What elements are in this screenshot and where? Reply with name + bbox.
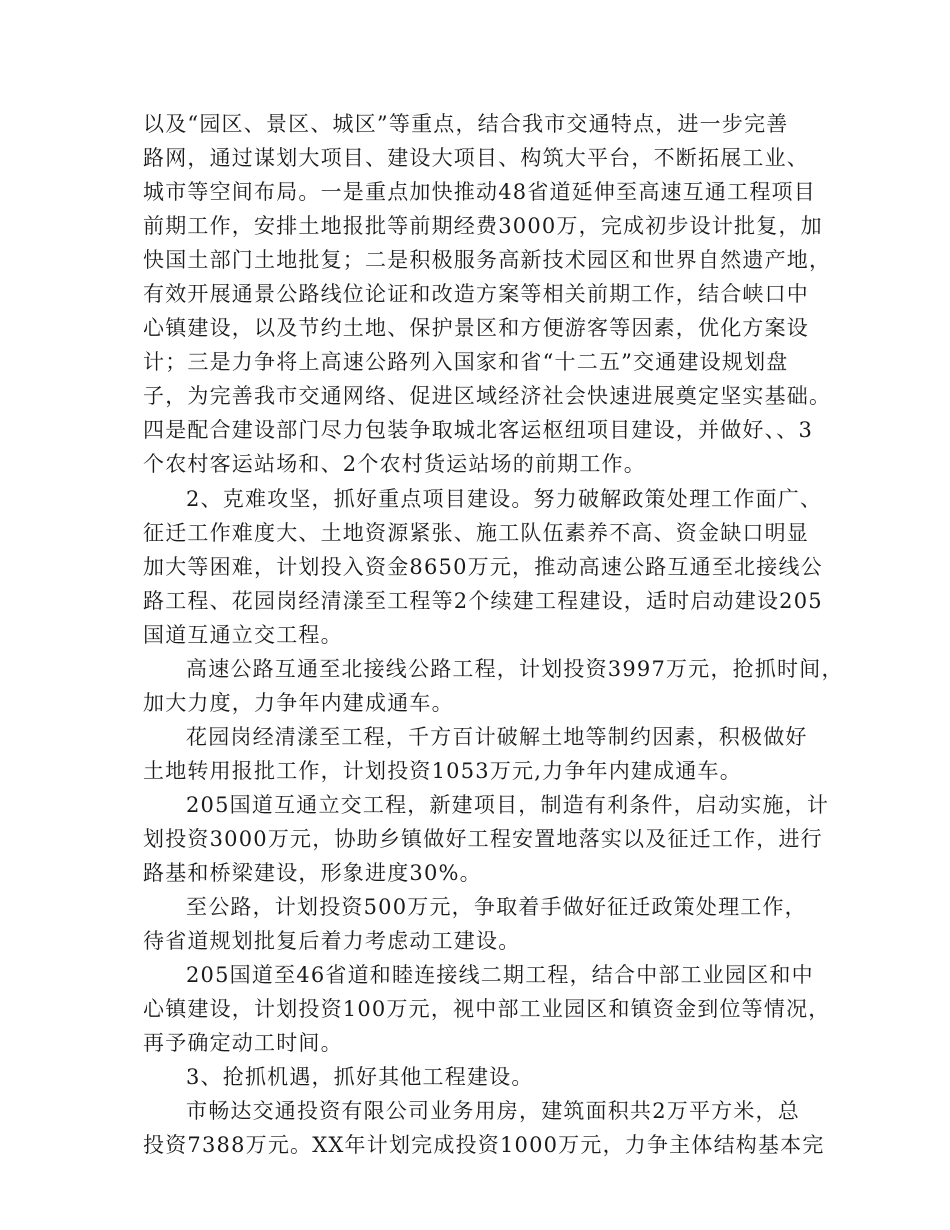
text-line: 待省道规划批复后着力考虑动工建设。 (143, 929, 521, 953)
text-line: 划投资3000万元，协助乡镇做好工程安置地落实以及征迁工作，进行 (143, 827, 823, 851)
text-line: 城市等空间布局。一是重点加快推动48省道延伸至高速互通工程项目 (143, 180, 816, 204)
text-line: 有效开展通景公路线位论证和改造方案等相关前期工作，结合峡口中 (143, 282, 809, 306)
section-heading: 2、克难攻坚，抓好重点项目建设。努力破解政策处理工作面广、 (186, 487, 823, 511)
text-line: 前期工作，安排土地报批等前期经费3000万，完成初步设计批复，加 (143, 214, 823, 238)
text-line: 加大等困难，计划投入资金8650万元，推动高速公路互通至北接线公 (143, 555, 823, 579)
paragraph-start: 205国道互通立交工程，新建项目，制造有利条件，启动实施，计 (186, 793, 830, 817)
text-line: 加大力度，力争年内建成通车。 (143, 691, 454, 715)
paragraph-start: 市畅达交通投资有限公司业务用房，建筑面积共2万平方米，总 (186, 1099, 800, 1123)
text-line: 四是配合建设部门尽力包装争取城北客运枢纽项目建设，并做好、、3 (143, 418, 814, 442)
paragraph-start: 花园岗经清漾至工程，千方百计破解土地等制约因素，积极做好 (186, 725, 808, 749)
text-line: 心镇建设，计划投资100万元，视中部工业园区和镇资金到位等情况， (143, 997, 831, 1021)
text-line: 快国土部门土地批复；二是积极服务高新技术园区和世界自然遗产地， (143, 248, 832, 272)
text-line: 个农村客运站场和、2个农村货运站场的前期工作。 (143, 452, 646, 476)
text-line: 路网，通过谋划大项目、建设大项目、构筑大平台，不断拓展工业、 (143, 146, 809, 170)
paragraph-start: 至公路，计划投资500万元，争取着手做好征迁政策处理工作， (186, 895, 807, 919)
text-line: 再予确定动工时间。 (143, 1031, 343, 1055)
text-line: 路基和桥梁建设，形象进度30%。 (143, 861, 482, 885)
text-line: 土地转用报批工作，计划投资1053万元,力争年内建成通车。 (143, 759, 742, 783)
text-line: 心镇建设，以及节约土地、保护景区和方便游客等因素，优化方案设 (143, 316, 809, 340)
text-line: 征迁工作难度大、土地资源紧张、施工队伍素养不高、资金缺口明显 (143, 521, 809, 545)
text-line: 路工程、花园岗经清漾至工程等2个续建工程建设，适时启动建设205 (143, 589, 823, 613)
text-line: 计；三是力争将上高速公路列入国家和省“十二五”交通建设规划盘 (143, 350, 789, 374)
text-line: 国道互通立交工程。 (143, 623, 343, 647)
text-line: 投资7388万元。XX年计划完成投资1000万元，力争主体结构基本完 (143, 1133, 825, 1157)
text-line: 子，为完善我市交通网络、促进区域经济社会快速进展奠定坚实基础。 (143, 384, 832, 408)
paragraph-start: 205国道至46省道和睦连接线二期工程，结合中部工业园区和中 (186, 963, 814, 987)
section-heading: 3、抢抓机遇，抓好其他工程建设。 (186, 1065, 534, 1089)
text-line: 以及“园区、景区、城区”等重点，结合我市交通特点，进一步完善 (143, 112, 789, 136)
paragraph-start: 高速公路互通至北接线公路工程，计划投资3997万元，抢抓时间， (186, 657, 844, 681)
